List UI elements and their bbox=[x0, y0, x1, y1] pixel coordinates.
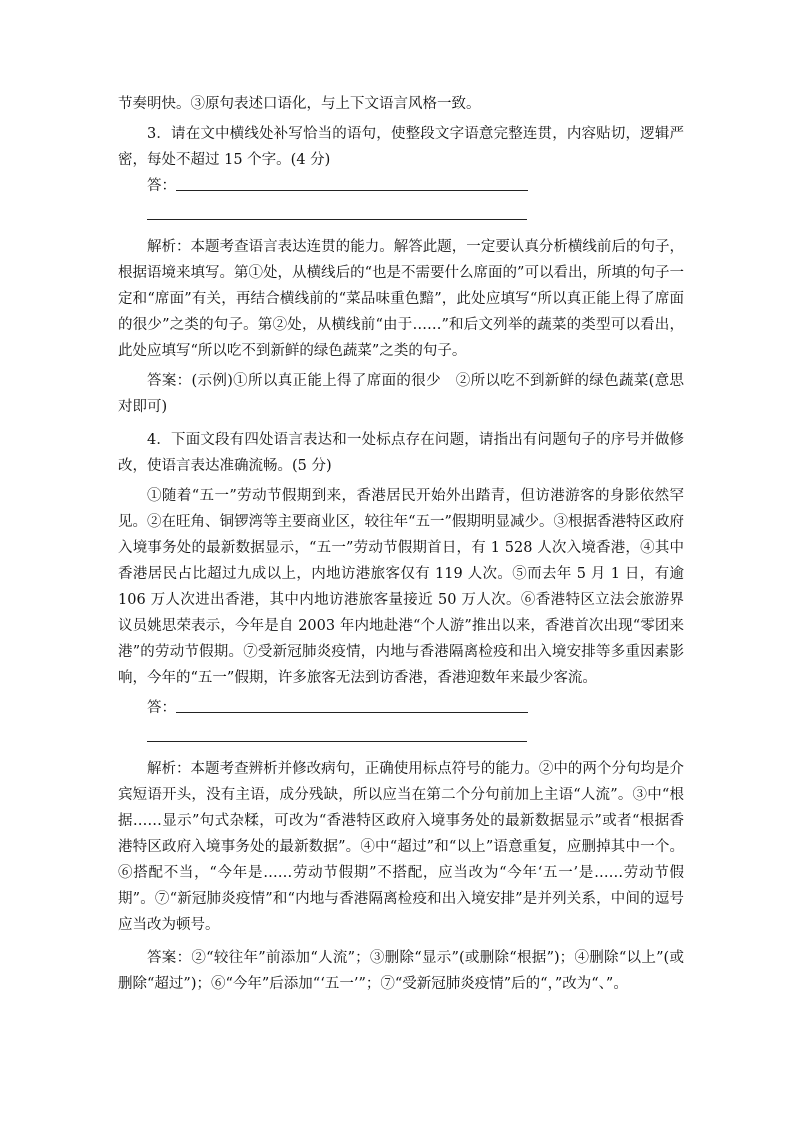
question-3-analysis: 解析：本题考查语言表达连贯的能力。解答此题，一定要认真分析横线前后的句子，根据语境来填写。第①处，从横线后的“也是不需要什么席面的”可以看出，所填的句子一定和“席面”有关，再结合横线前的“菜品味重色黯”，此处应填写“所以真正能上得了席面的很少”之类的句子。第②处，从横线前“由于……”和后文列举的蔬菜的类型可以看出，此处应填写“所以吃不到新鲜的绿色蔬菜”之类的句子。 bbox=[118, 239, 684, 359]
question-3: 3．请在文中横线处补写恰当的语句，使整段文字语意完整连贯，内容贴切，逻辑严密，每处不超过 15 个字。(4 分) bbox=[118, 126, 684, 168]
answer-blank-line bbox=[147, 219, 527, 220]
answer-blank-line bbox=[176, 712, 528, 713]
previous-answer-tail: 节奏明快。③原句表述口语化，与上下文语言风格一致。 bbox=[118, 96, 481, 112]
question-4: 4．下面文段有四处语言表达和一处标点存在问题，请指出有问题句子的序号并做修改，使语言表达准确流畅。(5 分) bbox=[118, 432, 684, 474]
answer-blank-line bbox=[176, 190, 528, 191]
answer-label: 答： bbox=[147, 178, 176, 194]
question-3-answer-row bbox=[147, 173, 684, 199]
document-body bbox=[118, 91, 684, 997]
question-4-analysis: 解析：本题考查辨析并修改病句，正确使用标点符号的能力。②中的两个分句均是介宾短语开头，没有主语，成分残缺，所以应当在第二个分句前加上主语“人流”。③中“根据……显示”句式杂糅，可改为“香港特区政府入境事务处的最新数据显示”或者“根据香港特区政府入境事务处的最新数据”。④中“超过”和“以上”语意重复，应删掉其中一个。⑥搭配不当，“今年是……劳动节假期”不搭配，应当改为“今年‘五一’是……劳动节假期”。⑦“新冠肺炎疫情”和“内地与香港隔离检疫和出入境安排”是并列关系，中间的逗号应当改为顿号。 bbox=[118, 761, 684, 933]
question-4-answer-key: 答案：②“较往年”前添加“人流”；③删除“显示”(或删除“根据”)；④删除“以上”(或删除“超过”)；⑥“今年”后添加“‘五一’”；⑦“受新冠肺炎疫情”后的“，”改为“、”。 bbox=[118, 950, 684, 992]
question-3-answer-key: 答案：(示例)①所以真正能上得了席面的很少 ②所以吃不到新鲜的绿色蔬菜(意思对即可) bbox=[118, 373, 684, 415]
answer-label: 答： bbox=[147, 700, 176, 716]
question-4-answer-row bbox=[147, 695, 684, 721]
question-4-passage: ①随着“五一”劳动节假期到来，香港居民开始外出踏青，但访港游客的身影依然罕见。②在旺角、铜锣湾等主要商业区，较往年“五一”假期明显减少。③根据香港特区政府入境事务处的最新数据显示，“五一”劳动节假期首日，有 1 528 人次入境香港，④其中香港居民占比超过九成以上，内地访港旅客仅有 119 人次。⑤而去年 5 月 1 日，有逾 106 万人次进出香港，其中内地访港旅客量接近 50 万人次。⑥香港特区立法会旅游界议员姚思荣表示，今年是自 2003 年内地赴港“个人游”推出以来，香港首次出现“零团来港”的劳动节假期。⑦受新冠肺炎疫情，内地与香港隔离检疫和出入境安排等多重因素影响，今年的“五一”假期，许多旅客无法到访香港，香港迎数年来最少客流。 bbox=[118, 488, 684, 686]
answer-blank-line bbox=[147, 741, 527, 742]
